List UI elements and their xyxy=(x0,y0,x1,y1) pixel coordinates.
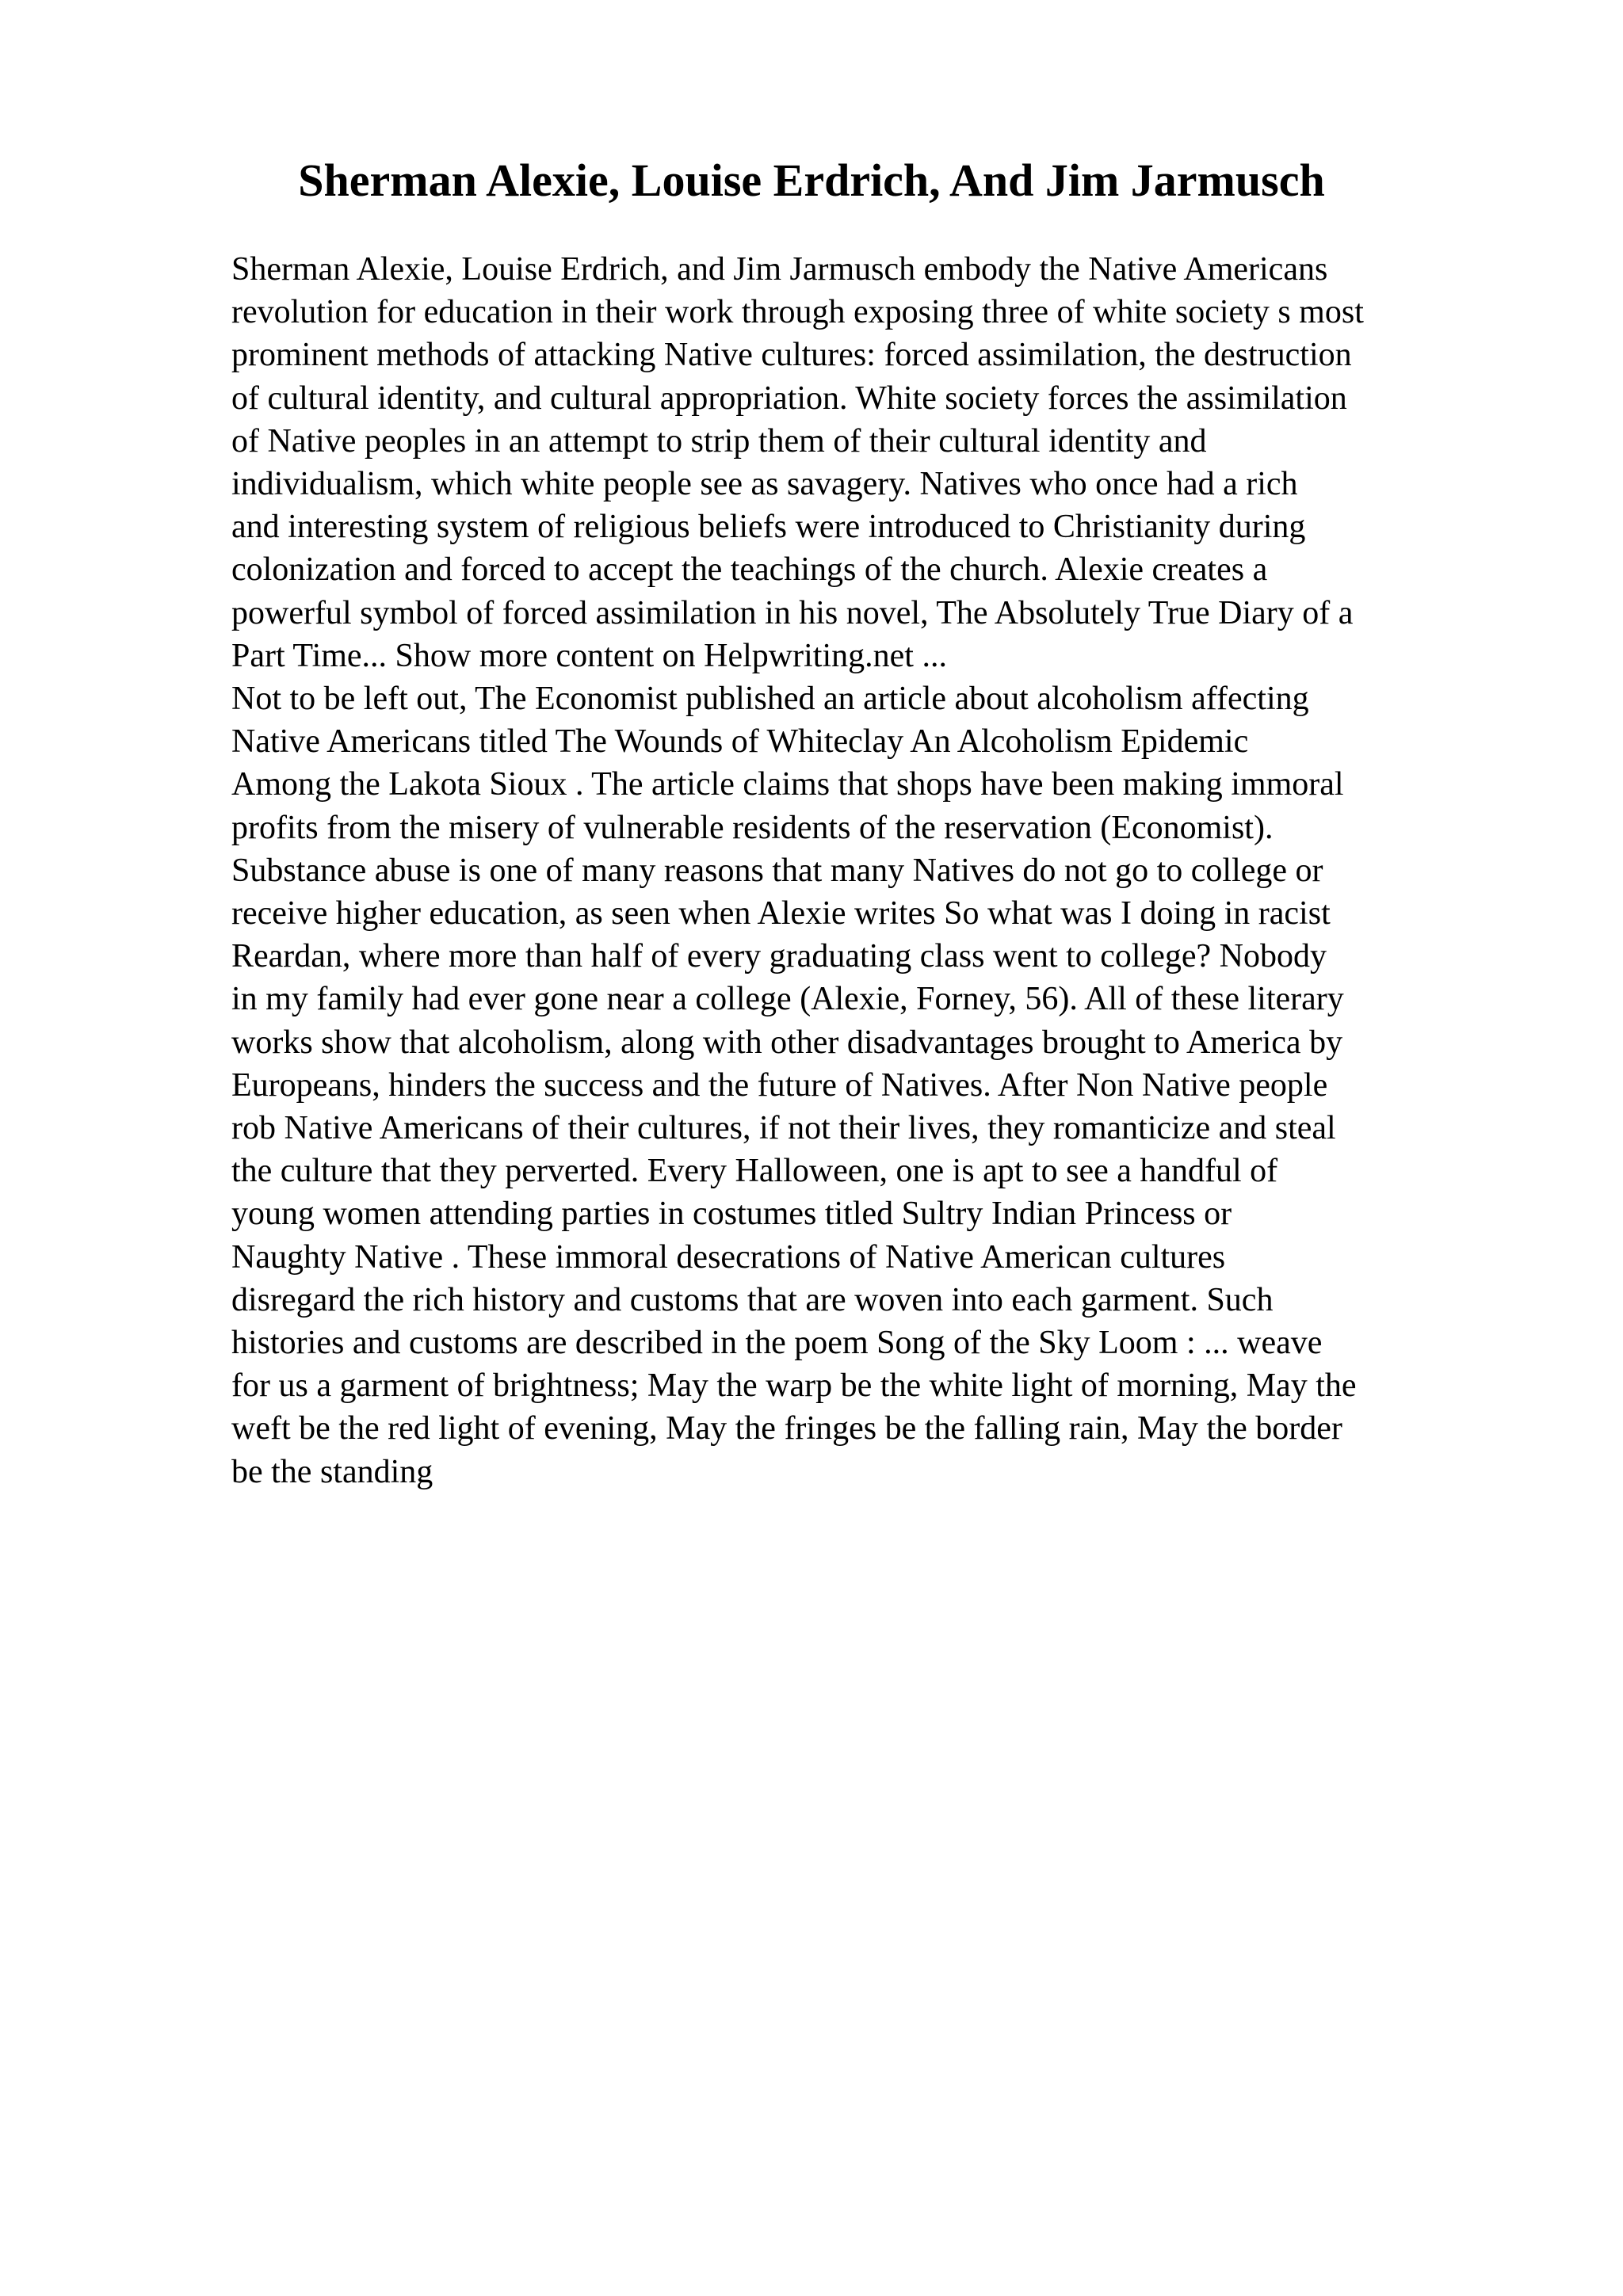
document-title: Sherman Alexie, Louise Erdrich, And Jim Jarmusch xyxy=(298,154,1325,206)
text-line: be the standing xyxy=(231,1453,433,1490)
text-line: profits from the misery of vulnerable residents of the reservation (Economist). xyxy=(231,809,1274,846)
text-line: revolution for education in their work through exposing three of white society s most xyxy=(231,294,1364,331)
text-line: Substance abuse is one of many reasons that many Natives do not go to college or xyxy=(231,852,1323,889)
text-line: disregard the rich history and customs that are woven into each garment. Such xyxy=(231,1281,1274,1318)
text-line: Among the Lakota Sioux . The article claims that shops have been making immoral xyxy=(231,766,1344,803)
text-line: individualism, which white people see as savagery. Natives who once had a rich xyxy=(231,466,1298,503)
text-line: rob Native Americans of their cultures, if not their lives, they romanticize and steal xyxy=(231,1110,1336,1147)
text-line: powerful symbol of forced assimilation in his novel, The Absolutely True Diary of a xyxy=(231,594,1354,631)
text-line: of Native peoples in an attempt to strip them of their cultural identity and xyxy=(231,422,1207,460)
text-line: the culture that they perverted. Every Halloween, one is apt to see a handful of xyxy=(231,1153,1278,1190)
text-line: and interesting system of religious beliefs were introduced to Christianity during xyxy=(231,509,1306,546)
text-line: Part Time... Show more content on Helpwriting.net ... xyxy=(231,637,947,674)
text-line: prominent methods of attacking Native cultures: forced assimilation, the destruction xyxy=(231,337,1352,374)
text-line: Sherman Alexie, Louise Erdrich, and Jim Jarmusch embody the Native Americans xyxy=(231,251,1328,288)
text-line: Europeans, hinders the success and the future of Natives. After Non Native people xyxy=(231,1066,1328,1104)
text-line: of cultural identity, and cultural appropriation. White society forces the assimilation xyxy=(231,379,1347,417)
text-line: Native Americans titled The Wounds of Whiteclay An Alcoholism Epidemic xyxy=(231,723,1249,761)
text-line: receive higher education, as seen when Alexie writes So what was I doing in racist xyxy=(231,895,1331,933)
document-body xyxy=(231,248,1515,1493)
text-line: young women attending parties in costumes titled Sultry Indian Princess or xyxy=(231,1196,1232,1233)
text-line: histories and customs are described in the poem Song of the Sky Loom : ... weave xyxy=(231,1325,1323,1362)
text-line: Reardan, where more than half of every graduating class went to college? Nobody xyxy=(231,938,1327,975)
text-line: weft be the red light of evening, May the fringes be the falling rain, May the border xyxy=(231,1410,1342,1447)
text-line: in my family had ever gone near a college (Alexie, Forney, 56). All of these literary xyxy=(231,981,1344,1018)
text-line: works show that alcoholism, along with other disadvantages brought to America by xyxy=(231,1024,1343,1061)
text-line: for us a garment of brightness; May the warp be the white light of morning, May the xyxy=(231,1367,1357,1405)
text-line: colonization and forced to accept the teachings of the church. Alexie creates a xyxy=(231,551,1268,589)
text-line: Not to be left out, The Economist published an article about alcoholism affecting xyxy=(231,681,1309,718)
text-line: Naughty Native . These immoral desecrations of Native American cultures xyxy=(231,1238,1226,1276)
